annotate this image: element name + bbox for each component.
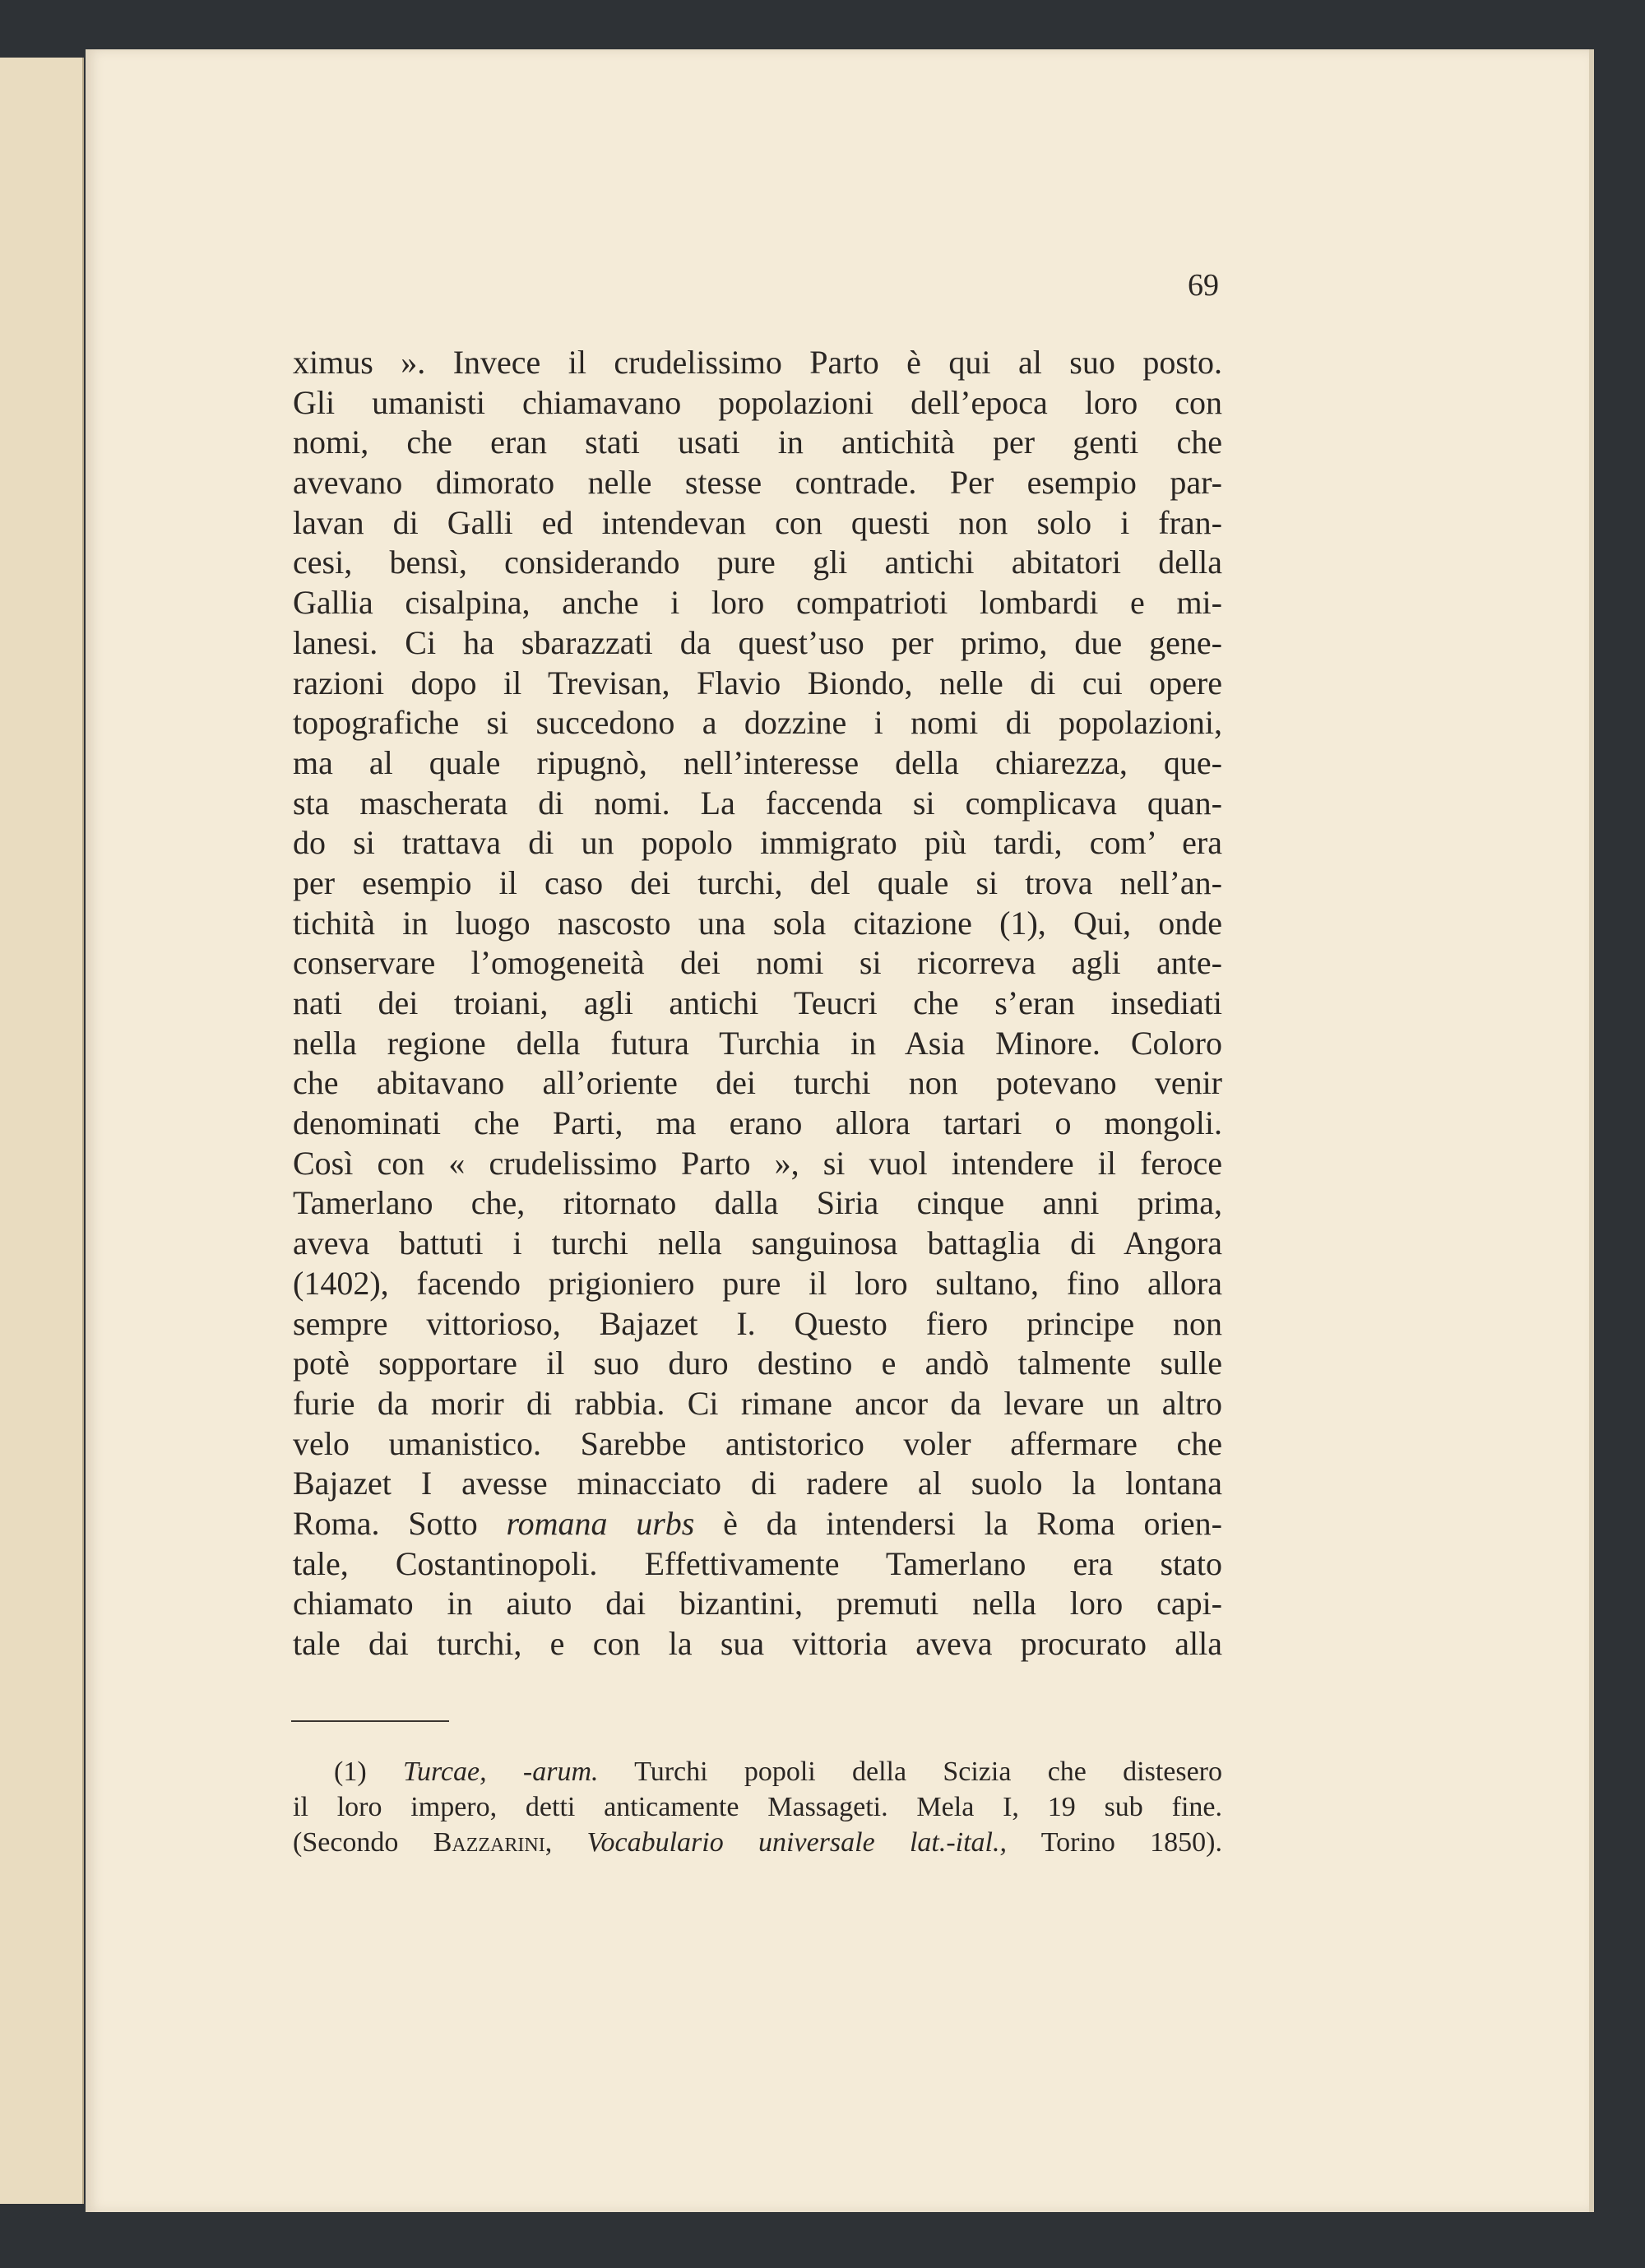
text-line: lavan di Galli ed intendevan con questi non solo i fran- (293, 503, 1222, 541)
footnote-title: Vocabulario universale lat.-ital., (586, 1827, 1008, 1858)
footnote-line (293, 1754, 1222, 1789)
text-line: topografiche si succedono a dozzine i nomi di popolazioni, (293, 704, 1222, 742)
text-line: conservare l’omogeneità dei nomi si ricorreva agli ante- (293, 944, 1222, 982)
text-line: velo umanistico. Sarebbe antistorico voler affermare che (293, 1424, 1222, 1462)
text-line: ximus ». Invece il crudelissimo Parto è qui al suo posto. (293, 344, 1222, 381)
text-line: (1402), facendo prigioniero pure il loro sultano, fino allora (293, 1264, 1222, 1302)
footnote-line (293, 1825, 1222, 1860)
footnote-text: Torino 1850). (1040, 1827, 1222, 1858)
text-line: Gli umanisti chiamavano popolazioni dell’epoca loro con (293, 383, 1222, 421)
footnote-separator (291, 1720, 449, 1722)
text-line: per esempio il caso dei turchi, del quale si trova nell’an- (293, 863, 1222, 901)
footnote-text: Turchi popoli della Scizia che distesero (634, 1757, 1223, 1787)
text-line: avevano dimorato nelle stesse contrade. Per esempio par- (293, 464, 1222, 502)
text-line: cesi, bensì, considerando pure gli antichi abitatori della (293, 544, 1222, 581)
text-line: tichità in luogo nascosto una sola citazione (1), Qui, onde (293, 904, 1222, 942)
text-line: razioni dopo il Trevisan, Flavio Biondo, nelle di cui opere (293, 664, 1222, 701)
footnote-marker: (1) (334, 1757, 367, 1787)
page-number: 69 (1188, 268, 1219, 303)
footnote-text: (Secondo (293, 1827, 399, 1858)
footnotes (293, 1754, 1222, 1860)
text-line: denominati che Parti, ma erano allora tartari o mongoli. (293, 1104, 1222, 1142)
text-line: sempre vittorioso, Bajazet I. Questo fiero principe non (293, 1304, 1222, 1342)
text-line: chiamato in aiuto dai bizantini, premuti nella loro capi- (293, 1585, 1222, 1622)
text-line: Bajazet I avesse minacciato di radere al suolo la lontana (293, 1465, 1222, 1502)
text-line: sta mascherata di nomi. La faccenda si complicava quan- (293, 784, 1222, 822)
footnote-term: Turcae, -arum. (402, 1757, 599, 1787)
italic-phrase: romana urbs (506, 1504, 695, 1542)
text-line: nomi, che eran stati usati in antichità per genti che (293, 424, 1222, 461)
text-line: tale dai turchi, e con la sua vittoria aveva procurato alla (293, 1625, 1222, 1662)
text-line: tale, Costantinopoli. Effettivamente Tamerlano era stato (293, 1544, 1222, 1582)
footnote-author: Bazzarini, (433, 1827, 553, 1858)
text-line: Tamerlano che, ritornato dalla Siria cinque anni prima, (293, 1184, 1222, 1222)
text-line: Roma. Sotto romana urbs è da intendersi la Roma orien- (293, 1504, 1222, 1542)
text-line: potè sopportare il suo duro destino e andò talmente sulle (293, 1345, 1222, 1382)
text-line: Così con « crudelissimo Parto », si vuol intendere il feroce (293, 1144, 1222, 1182)
text-line: Gallia cisalpina, anche i loro compatrioti lombardi e mi- (293, 584, 1222, 622)
text-line: lanesi. Ci ha sbarazzati da quest’uso per primo, due gene- (293, 623, 1222, 661)
text-line: do si trattava di un popolo immigrato più tardi, com’ era (293, 824, 1222, 862)
body-text (293, 343, 1222, 1664)
text-line: nati dei troiani, agli antichi Teucri che s’eran insediati (293, 984, 1222, 1021)
facing-page-edge (0, 58, 84, 2204)
text-line: ma al quale ripugnò, nell’interesse della chiarezza, que- (293, 743, 1222, 781)
text-line: aveva battuti i turchi nella sanguinosa battaglia di Angora (293, 1224, 1222, 1262)
footnote-line: il loro impero, detti anticamente Massageti. Mela I, 19 sub fine. (293, 1792, 1222, 1822)
text-line: furie da morir di rabbia. Ci rimane ancor da levare un altro (293, 1384, 1222, 1422)
text-line: che abitavano all’oriente dei turchi non potevano venir (293, 1064, 1222, 1102)
text-line: nella regione della futura Turchia in Asia Minore. Coloro (293, 1024, 1222, 1062)
